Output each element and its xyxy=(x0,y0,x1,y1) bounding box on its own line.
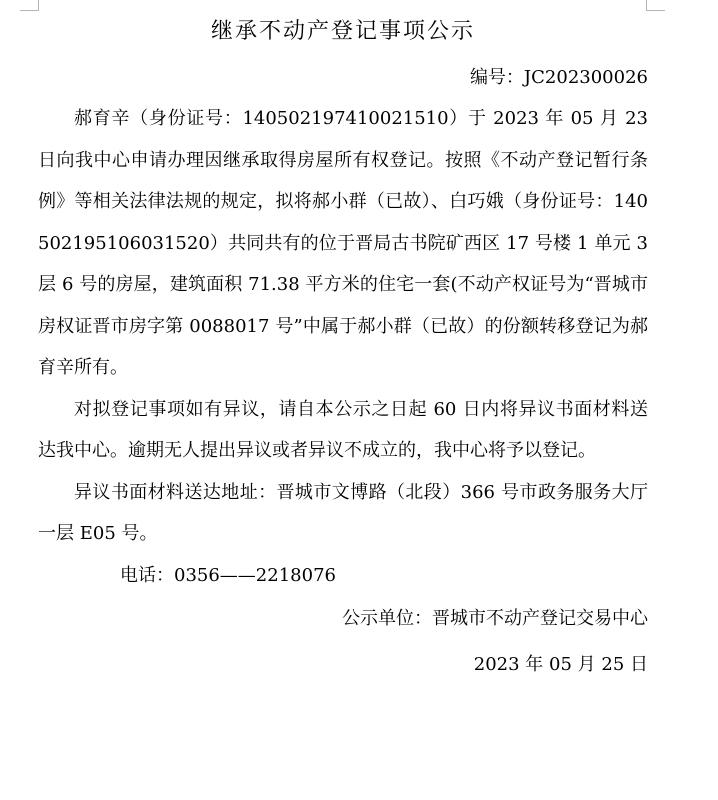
document-number: 编号：JC202300026 xyxy=(469,67,648,88)
document-title: 继承不动产登记事项公示 xyxy=(210,19,475,44)
page-corner-mark-left xyxy=(20,0,39,11)
paragraph-application: 郝育辛（身份证号：140502197410021510）于 2023 年 05 月 23 日向我中心申请办理因继承取得房屋所有权登记。按照《不动产登记暂行条例》等相关法律法规的规定，拟将郝小群（已故）、白巧娥（身份证号：140502195106031520）共同共有的位于晋局古书院矿西区 17 号楼 1 单元 3 层 6 号的房屋，建筑面积 71.38 平方米的住宅一套(不动产权证号为“晋城市房权证晋市房字第 0088017 号”中属于郝小群（已故）的份额转移登记为郝育辛所有。 xyxy=(38,108,648,378)
phone-number: 电话：0356——2218076 xyxy=(120,564,336,586)
publish-date: 2023 年 05 月 25 日 xyxy=(473,654,648,675)
page-corner-mark-right xyxy=(646,0,665,11)
paragraph-objection: 对拟登记事项如有异议，请自本公示之日起 60 日内将异议书面材料送达我中心。逾期无人提出异议或者异议不成立的，我中心将予以登记。 xyxy=(38,398,648,461)
document-page xyxy=(38,14,648,688)
paragraph-address: 异议书面材料送达地址：晋城市文博路（北段）366 号市政务服务大厅一层 E05 号。 xyxy=(38,481,648,544)
publisher: 公示单位：晋城市不动产登记交易中心 xyxy=(342,608,648,629)
